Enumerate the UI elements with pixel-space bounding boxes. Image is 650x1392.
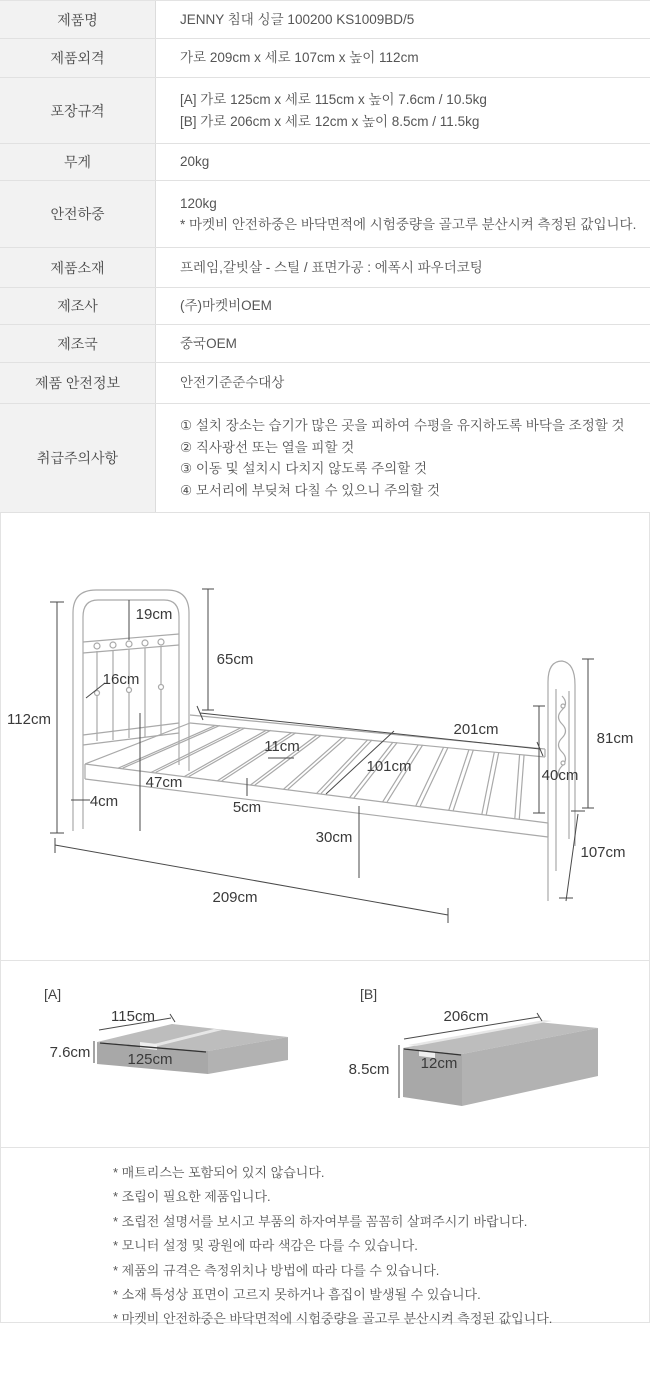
spec-value [155,181,650,247]
bed-diagram [1,513,649,960]
note-line: * 마켓비 안전하중은 바닥면적에 시험중량을 골고루 분산시켜 측정된 값입니다. [113,1311,553,1327]
spec-row-country [0,325,650,363]
spec-value-line: 중국OEM [180,335,237,351]
spec-value-line: [B] 가로 206cm x 세로 12cm x 높이 8.5cm / 11.5kg [180,113,480,129]
spec-row-handling [0,404,650,513]
dim-rail-height: 47cm [145,774,183,791]
box-a-tag: [A] [44,986,62,1002]
spec-value-line: ③ 이동 및 설치시 다치지 않도록 주의할 것 [180,461,428,476]
packaging-diagram [1,961,649,1147]
spec-label: 제품 안전정보 [0,363,155,403]
spec-value [155,363,650,403]
spec-value-line: [A] 가로 125cm x 세로 115cm x 높이 7.6cm / 10.5kg [180,92,487,107]
bed-diagram-section [0,513,650,960]
dim-total-height: 112cm [7,711,51,728]
dim-total-length: 209cm [212,889,258,906]
dim-headboard-inner: 16cm [102,671,140,688]
spec-value-line: 20kg [180,154,210,170]
spec-value-line: JENNY 침대 싱글 100200 KS1009BD/5 [180,11,415,27]
spec-value [155,78,650,143]
box-b-height-dim: 8.5cm [348,1061,390,1078]
spec-label: 무게 [0,144,155,180]
spec-value-line: 프레임,갈빗살 - 스틸 / 표면가공 : 에폭시 파우더코팅 [180,259,483,275]
spec-label: 제품명 [0,1,155,38]
spec-label: 안전하중 [0,181,155,247]
spec-label: 포장규격 [0,78,155,143]
spec-value [155,248,650,287]
spec-value-line: ④ 모서리에 부딪쳐 다칠 수 있으니 주의할 것 [180,482,441,498]
notes-section [0,1148,650,1327]
dim-headboard-bar-gap: 19cm [135,606,173,623]
note-line: * 모니터 설정 및 광원에 따라 색감은 다를 수 있습니다. [113,1238,418,1254]
dim-footboard-height: 81cm [596,730,634,747]
box-a-top-dim: 115cm [111,1008,155,1025]
dim-slat-gap: 11cm [264,738,300,755]
spec-value-line: (주)마켓비OEM [180,298,272,314]
spec-value-line: 안전기준준수대상 [180,375,285,391]
box-b-top-dim: 206cm [443,1008,489,1025]
spec-row-weight [0,144,650,181]
dim-bed-depth: 107cm [580,844,626,861]
spec-row-manufacturer [0,288,650,325]
box-b-tag: [B] [360,986,378,1002]
box-b [349,986,598,1106]
box-a [44,986,288,1074]
note-line: * 조립이 필요한 제품입니다. [113,1189,271,1205]
dim-inner-length: 201cm [453,721,499,738]
box-a-height-dim: 7.6cm [49,1044,91,1061]
note-line: * 조립전 설명서를 보시고 부품의 하자여부를 꼼꼼히 살펴주시기 바랍니다. [113,1213,528,1229]
spec-row-outer-size [0,39,650,78]
spec-value-line: 가로 209cm x 세로 107cm x 높이 112cm [180,50,419,66]
spec-table [0,0,650,513]
spec-value-line: * 마켓비 안전하중은 바닥면적에 시험중량을 골고루 분산시켜 측정된 값입니다. [180,217,637,232]
spec-value [155,404,650,512]
spec-row-material [0,248,650,288]
spec-label: 제품소재 [0,248,155,287]
spec-value [155,1,650,38]
spec-label: 제조국 [0,325,155,362]
spec-label: 취급주의사항 [0,404,155,512]
spec-row-safe-load [0,181,650,248]
spec-label: 제조사 [0,288,155,324]
spec-row-package-size [0,78,650,144]
box-a-front-dim: 125cm [127,1051,173,1068]
dim-slat-length: 101cm [366,758,412,775]
spec-value [155,288,650,324]
note-line: * 매트리스는 포함되어 있지 않습니다. [113,1165,325,1180]
spec-row-safety-info [0,363,650,404]
spec-value-line: ② 직사광선 또는 열을 피할 것 [180,439,355,455]
spec-value [155,144,650,180]
spec-value-line: 120kg [180,195,217,211]
note-line: * 소재 특성상 표면이 고르지 못하거나 흠집이 발생될 수 있습니다. [113,1287,481,1303]
dim-footboard-rail-height: 40cm [541,767,579,784]
spec-value [155,39,650,77]
spec-value-line: ① 설치 장소는 습기가 많은 곳을 피하여 수평을 유지하도록 바닥을 조정할 것 [180,418,625,433]
spec-value [155,325,650,362]
box-b-front-dim: 12cm [420,1055,458,1072]
spec-label: 제품외격 [0,39,155,77]
spec-row-product-name [0,1,650,39]
packaging-section [0,960,650,1148]
dim-headboard-height: 65cm [216,651,254,668]
note-line: * 제품의 규격은 측정위치나 방법에 따라 다를 수 있습니다. [113,1262,440,1278]
dim-leg-height: 30cm [315,829,353,846]
dim-rail-thickness: 5cm [232,799,262,816]
dim-leg-thickness: 4cm [89,793,119,810]
